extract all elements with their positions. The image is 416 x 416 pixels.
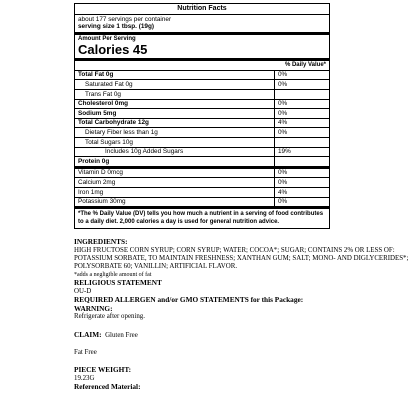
- nutrient-row-potassium: [75, 198, 329, 210]
- ingredients-text: HIGH FRUCTOSE CORN SYRUP; CORN SYRUP; WATER; COCOA*; SUGAR; CONTAINS 2% OR LESS OF: POTASSIUM SORBATE, TO MAINTAIN FRESHNESS; XANTHAN GUM; SALT; MONO- AND DIGLYCERIDES*; POLYSORBATE 60; VANILLIN; ARTIFICIAL FLAVOR.: [74, 246, 409, 271]
- nutrient-row-dietary-fiber: [75, 128, 329, 138]
- nutrient-row-iron: [75, 188, 329, 198]
- nutrient-label: Calcium 2mg: [78, 178, 116, 186]
- nutrient-dv: 4%: [274, 188, 329, 197]
- nutrient-dv: 0%: [274, 169, 329, 178]
- nutrient-label: Saturated Fat 0g: [85, 81, 133, 89]
- nutrient-label: Sodium 5mg: [78, 109, 117, 117]
- warning-text: Refrigerate after opening.: [74, 313, 145, 321]
- nutrient-row-cholesterol: [75, 100, 329, 110]
- piece-weight-heading: PIECE WEIGHT:: [74, 365, 132, 375]
- serving-size: serving size 1 tbsp. (19g): [75, 23, 329, 34]
- allergen-heading: REQUIRED ALLERGEN and/or GMO STATEMENTS for this Package:: [74, 294, 304, 304]
- nutrient-row-sodium: [75, 109, 329, 119]
- nutrient-label: Total Fat 0g: [78, 71, 114, 79]
- spacer: [74, 322, 410, 331]
- nutrition-facts-panel: [74, 3, 330, 229]
- nutrient-dv: 0%: [274, 100, 329, 109]
- nutrient-label: Total Carbohydrate 12g: [78, 119, 149, 127]
- servings-per-container: about 177 servings per container: [78, 16, 172, 24]
- ingredients-heading: INGREDIENTS:: [74, 237, 128, 246]
- nutrient-dv: [274, 90, 329, 99]
- nutrient-label: Total Sugars 10g: [85, 138, 133, 146]
- religious-statement-heading: RELIGIOUS STATEMENT: [74, 277, 162, 287]
- nutrient-row-added-sugars: [75, 148, 329, 158]
- religious-statement-text: OU-D: [74, 287, 92, 295]
- nutrition-title: Nutrition Facts: [75, 4, 329, 15]
- nutrient-dv: 0%: [274, 80, 329, 89]
- nutrient-dv: 0%: [274, 178, 329, 187]
- nutrient-dv: [274, 157, 329, 166]
- nutrient-label: Trans Fat 0g: [85, 90, 121, 98]
- nutrient-row-vitamin-d: [75, 169, 329, 179]
- daily-value-header-label: % Daily Value*: [284, 61, 326, 68]
- nutrient-dv: 4%: [274, 119, 329, 128]
- nutrient-label: Vitamin D 0mcg: [78, 169, 123, 177]
- nutrient-dv: 0%: [274, 198, 329, 207]
- nutrient-label: Dietary Fiber less than 1g: [85, 129, 158, 137]
- spacer: [74, 340, 410, 349]
- nutrient-row-calcium: [75, 178, 329, 188]
- amount-per-serving: Amount Per Serving: [78, 35, 136, 42]
- nutrient-dv: 19%: [274, 148, 329, 157]
- nutrient-dv: [274, 138, 329, 147]
- product-info: [74, 238, 410, 392]
- nutrient-row-total-carbohydrate: [75, 119, 329, 129]
- claim-text: Gluten Free: [105, 331, 138, 339]
- nutrient-dv: 0%: [274, 71, 329, 80]
- claim-heading: CLAIM:: [74, 329, 102, 339]
- claim-line: [74, 331, 410, 340]
- daily-value-footnote: *The % Daily Value (DV) tells you how much a nutrient in a serving of food contributes to a daily diet. 2,000 calories a day is used for general nutrition advice.: [78, 211, 324, 226]
- nutrient-label: Iron 1mg: [78, 188, 104, 196]
- fat-free-text: Fat Free: [74, 348, 97, 356]
- nutrient-row-saturated-fat: [75, 80, 329, 90]
- nutrient-dv: 0%: [274, 128, 329, 137]
- nutrient-dv: 0%: [274, 109, 329, 118]
- calories: Calories 45: [75, 43, 329, 61]
- nutrient-label: Protein 0g: [78, 157, 110, 165]
- nutrient-label: Cholesterol 0mg: [78, 100, 129, 108]
- nutrient-label: Includes 10g Added Sugars: [105, 148, 184, 156]
- nutrient-row-protein: [75, 157, 329, 169]
- nutrient-row-trans-fat: [75, 90, 329, 100]
- nutrient-row-total-fat: [75, 71, 329, 81]
- nutrient-label: Potassium 30mg: [78, 198, 126, 206]
- piece-weight-text: 19.23G: [74, 374, 95, 382]
- warning-heading: WARNING:: [74, 303, 113, 313]
- ingredients-note: *adds a negligible amount of fat: [74, 271, 152, 278]
- nutrient-row-total-sugars: [75, 138, 329, 148]
- referenced-material-heading: Referenced Material:: [74, 382, 141, 392]
- daily-value-header: [75, 61, 329, 71]
